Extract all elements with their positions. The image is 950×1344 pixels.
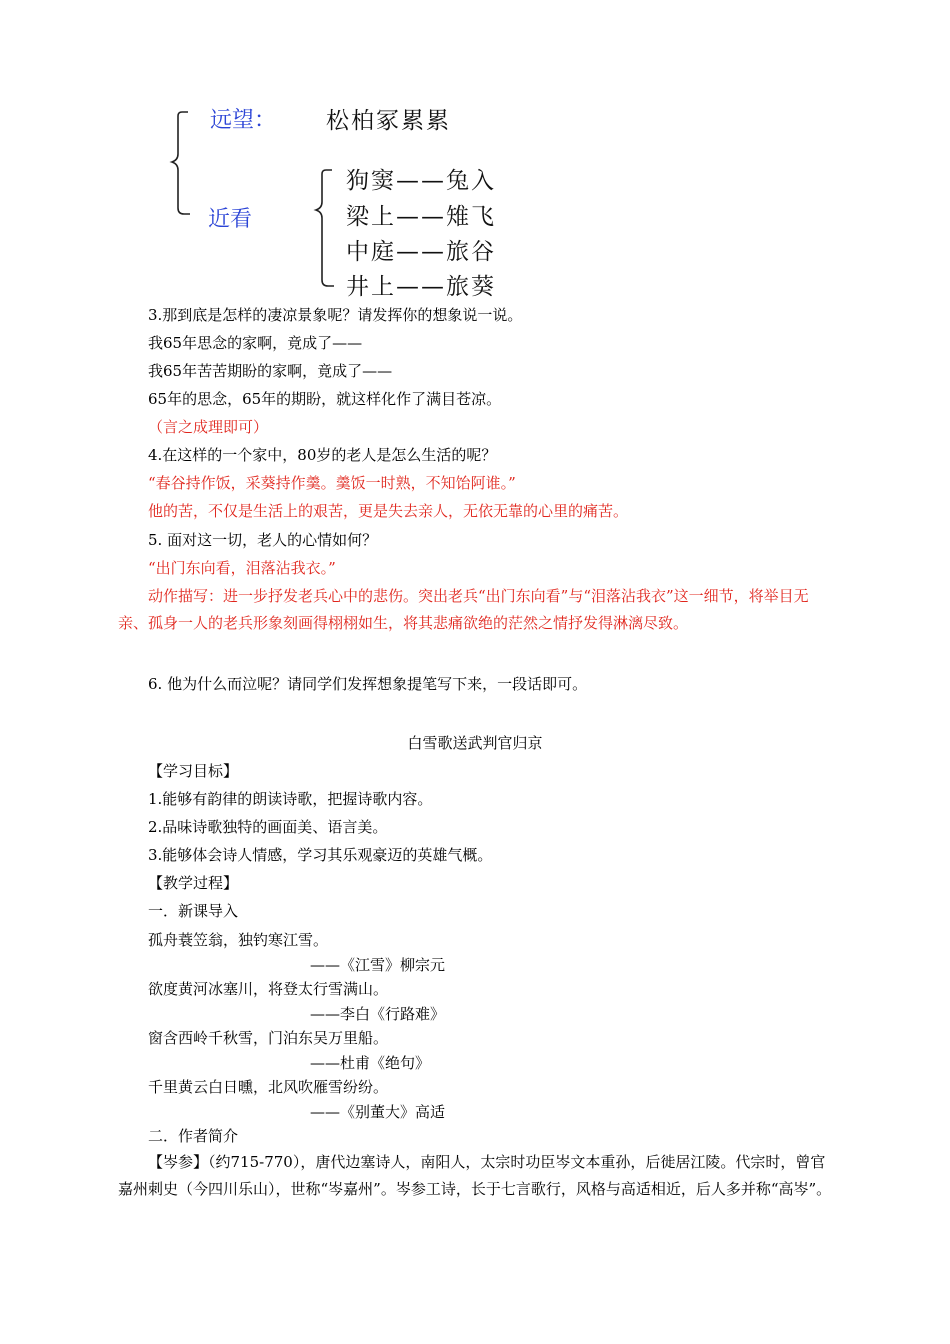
answer-line: 我65年思念的家啊，竟成了—— <box>148 334 363 352</box>
goal-item: 1.能够有韵律的朗读诗歌，把握诗歌内容。 <box>148 790 433 808</box>
answer-line: 他的苦，不仅是生活上的艰苦，更是失去亲人，无依无靠的心里的痛苦。 <box>148 502 629 520</box>
author-bio: 【岑参】（约715-770），唐代边塞诗人，南阳人，太宗时功臣岑文本重孙，后徙居江陵。代宗时，曾官嘉州刺史（今四川乐山），世称“岑嘉州”。岑参工诗，长于七言歌行，风格与高适相近，后人多并称“高岑”。 <box>118 1153 832 1198</box>
answer-line: 我65年苦苦期盼的家啊，竟成了—— <box>148 362 393 380</box>
answer-paragraph: 动作描写：进一步抒发老兵心中的悲伤。突出老兵“出门东向看”与“泪落沾我衣”这一细节，将举目无亲、孤身一人的老兵形象刻画得栩栩如生，将其悲痛欲绝的茫然之情抒发得淋漓尽致。 <box>118 587 809 632</box>
near-view-label: 近看 <box>208 207 253 232</box>
near-item: 中庭——旅谷 <box>346 239 496 265</box>
poem-quote: “春谷持作饭，采葵持作羹。羹饭一时熟，不知饴阿谁。” <box>148 474 516 492</box>
poem-source: ——《江雪》柳宗元 <box>310 956 446 974</box>
poem-line: 千里黄云白日曛，北风吹雁雪纷纷。 <box>148 1078 389 1096</box>
question-3: 3.那到底是怎样的凄凉景象呢？请发挥你的想象说一说。 <box>148 306 523 324</box>
poem-line: 欲度黄河冰塞川，将登太行雪满山。 <box>148 980 389 998</box>
section-heading: 一．新课导入 <box>148 902 239 920</box>
poem-source: ——杜甫《绝句》 <box>310 1054 431 1072</box>
inner-bracket <box>316 170 334 286</box>
far-view-label: 远望： <box>210 108 277 133</box>
poem-quote: “出门东向看，泪落沾我衣。” <box>148 559 336 577</box>
poem-line: 窗含西岭千秋雪，门泊东吴万里船。 <box>148 1029 389 1047</box>
lesson-title: 白雪歌送武判官归京 <box>407 734 543 752</box>
answer-line: 65年的思念，65年的期盼，就这样化作了满目苍凉。 <box>148 390 502 408</box>
near-item: 狗窦——兔入 <box>346 168 496 194</box>
near-item: 井上——旅葵 <box>346 274 496 300</box>
poem-source: ——李白《行路难》 <box>310 1005 446 1023</box>
section-heading: 二．作者简介 <box>148 1127 239 1145</box>
near-item: 梁上——雉飞 <box>346 204 496 230</box>
goal-item: 2.品味诗歌独特的画面美、语言美。 <box>148 818 388 836</box>
question-5: 5. 面对这一切，老人的心情如何？ <box>148 531 378 549</box>
question-4: 4.在这样的一个家中，80岁的老人是怎么生活的呢？ <box>148 446 497 464</box>
question-6: 6. 他为什么而泣呢？请同学们发挥想象提笔写下来，一段话即可。 <box>148 675 588 693</box>
far-view-text: 松柏冢累累 <box>326 108 451 134</box>
answer-note: （言之成理即可） <box>148 418 269 436</box>
goals-heading: 【学习目标】 <box>148 762 239 780</box>
goal-item: 3.能够体会诗人情感，学习其乐观豪迈的英雄气概。 <box>148 846 493 864</box>
process-heading: 【教学过程】 <box>148 874 239 892</box>
outer-bracket <box>172 112 190 214</box>
poem-line: 孤舟蓑笠翁，独钓寒江雪。 <box>148 931 329 949</box>
poem-source: ——《别董大》高适 <box>310 1103 446 1121</box>
